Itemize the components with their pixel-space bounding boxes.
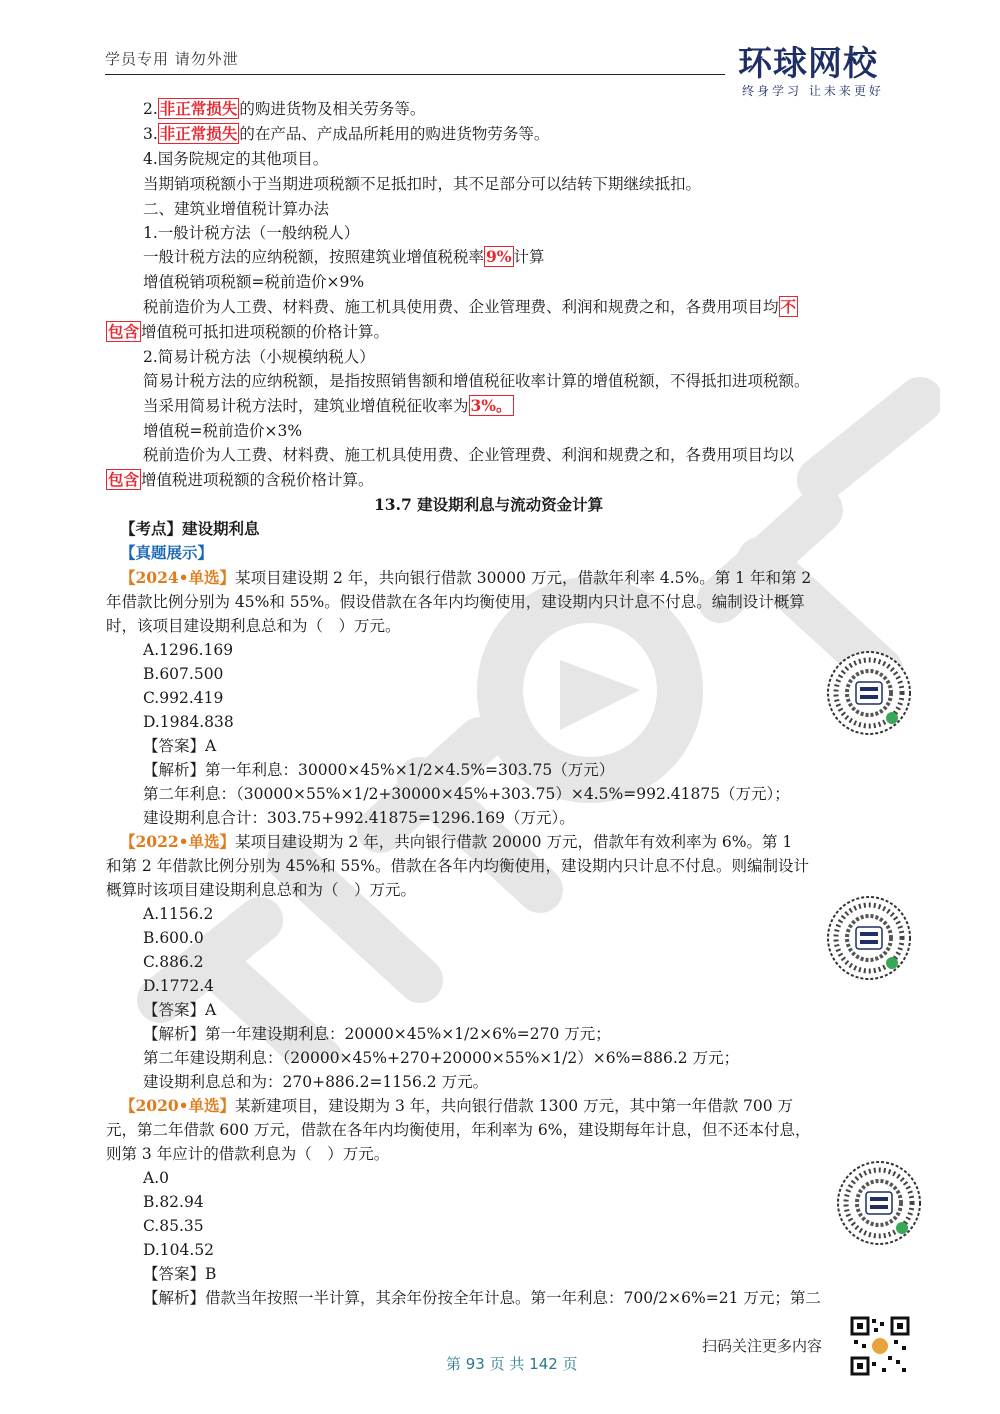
footer-qr-code-icon[interactable] [850, 1316, 910, 1376]
explanation: 建设期利息总和为：270+886.2=1156.2 万元。 [143, 1073, 489, 1091]
option: B.600.0 [143, 929, 204, 947]
option: D.104.52 [143, 1241, 215, 1259]
highlight-box: 9% [486, 247, 512, 266]
option: C.992.419 [143, 689, 224, 707]
highlight-box: 包含 [108, 322, 140, 341]
text-line: 包含 增值税可抵扣进项税额的价格计算。 [108, 322, 390, 341]
text-line: 2.简易计税方法（小规模纳税人） [143, 348, 375, 366]
question-stem: 概算时该项目建设期利息总和为（ ）万元。 [106, 881, 417, 899]
logo-slogan: 终身学习 让未来更好 [742, 84, 884, 98]
text-line: 税前造价为人工费、材料费、施工机具使用费、企业管理费、利润和规费之和，各费用项目均 不 [143, 297, 797, 316]
answer: 【答案】B [143, 1265, 217, 1283]
qr-code-icon[interactable] [826, 650, 912, 736]
question-tag: 【2024•单选】 [120, 568, 236, 587]
header-rule [105, 74, 725, 75]
text-line: 2. 非正常损失 的购进货物及相关劳务等。 [143, 99, 426, 118]
question-stem: 【2024•单选】某项目建设期 2 年，共向银行借款 30000 万元，借款年利率 4.5%。第 1 年和第 2 [120, 568, 812, 587]
text-line: 包含 增值税进项税额的含税价格计算。 [108, 470, 374, 489]
highlight-box: 非正常损失 [159, 124, 238, 143]
option: A.1296.169 [143, 641, 234, 659]
logo-text: 环球网校 [738, 44, 878, 84]
option: A.1156.2 [143, 905, 214, 923]
brand-logo [738, 36, 928, 106]
text-line: 当期销项税额小于当期进项税额不足抵扣时，其不足部分可以结转下期继续抵扣。 [143, 175, 702, 193]
answer: 【答案】A [143, 737, 217, 755]
option: D.1772.4 [143, 977, 215, 995]
question-tag: 【2020•单选】 [120, 1096, 236, 1115]
qr-code-icon[interactable] [826, 895, 912, 981]
explanation: 【解析】借款当年按照一半计算，其余年份按全年计息。第一年利息：700/2×6%=21 万元；第二 [143, 1289, 821, 1307]
text-line: 税前造价为人工费、材料费、施工机具使用费、企业管理费、利润和规费之和，各费用项目均以 [143, 446, 795, 464]
option: B.607.500 [143, 665, 224, 683]
question-tag: 【2022•单选】 [120, 832, 236, 851]
answer: 【答案】A [143, 1001, 217, 1019]
kaodian-heading: 【考点】建设期利息 [120, 519, 260, 538]
option: C.85.35 [143, 1217, 204, 1235]
text-line: 1.一般计税方法（一般纳税人） [143, 224, 360, 242]
option: D.1984.838 [143, 713, 234, 731]
question-stem: 和第 2 年借款比例分别为 45%和 55%。借款在各年内均衡使用，建设期内只计息不付息。则编制设计 [106, 857, 809, 875]
explanation: 【解析】第一年利息：30000×45%×1/2×4.5%=303.75（万元） [143, 761, 615, 779]
header-notice: 学员专用 请勿外泄 [105, 50, 239, 68]
question-stem: 元，第二年借款 600 万元，借款在各年内均衡使用，年利率为 6%，建设期每年计息，但不还本付息， [106, 1121, 811, 1139]
explanation: 第二年建设期利息：（20000×45%+270+20000×55%×1/2）×6%=886.2 万元； [143, 1049, 740, 1067]
text-line: 3. 非正常损失 的在产品、产成品所耗用的购进货物劳务等。 [143, 124, 550, 143]
text-line: 一般计税方法的应纳税额，按照建筑业增值税税率 9% 计算 [143, 247, 545, 266]
qr-caption: 扫码关注更多内容 [702, 1337, 823, 1355]
text-line: 当采用简易计税方法时，建筑业增值税征收率为 3%。 [143, 396, 512, 415]
question-stem: 年借款比例分别为 45%和 55%。假设借款在各年内均衡使用，建设期内只计息不付息。编制设计概算 [106, 593, 805, 611]
section-title: 13.7 建设期利息与流动资金计算 [374, 495, 604, 514]
text-line: 增值税销项税额=税前造价×9% [143, 273, 365, 291]
question-stem: 【2020•单选】某新建项目，建设期为 3 年，共向银行借款 1300 万元，其中第一年借款 700 万 [120, 1096, 794, 1115]
option: B.82.94 [143, 1193, 204, 1211]
explanation: 【解析】第一年建设期利息：20000×45%×1/2×6%=270 万元； [143, 1025, 611, 1043]
explanation: 第二年利息：（30000×55%×1/2+30000×45%+303.75）×4.5%=992.41875（万元）； [143, 785, 790, 803]
qr-code-icon[interactable] [836, 1160, 922, 1246]
text-line: 增值税=税前造价×3% [143, 422, 303, 440]
zhenti-heading: 【真题展示】 [120, 543, 214, 562]
option: C.886.2 [143, 953, 204, 971]
text-line: 简易计税方法的应纳税额，是指按照销售额和增值税征收率计算的增值税额，不得抵扣进项税额。 [143, 372, 810, 390]
question-stem: 时，该项目建设期利息总和为（ ）万元。 [106, 617, 401, 635]
highlight-box: 非正常损失 [159, 99, 238, 118]
explanation: 建设期利息合计：303.75+992.41875=1296.169（万元）。 [143, 809, 575, 827]
highlight-box: 3%。 [470, 396, 512, 415]
text-line: 二、建筑业增值税计算办法 [143, 200, 330, 218]
question-stem: 【2022•单选】某项目建设期为 2 年，共向银行借款 20000 万元，借款年有效利率为 6%。第 1 [120, 832, 793, 851]
text-line: 4.国务院规定的其他项目。 [143, 150, 329, 168]
highlight-box: 包含 [108, 470, 140, 489]
page-number: 第 93 页 共 142 页 [446, 1355, 578, 1373]
option: A.0 [143, 1169, 169, 1187]
question-stem: 则第 3 年应计的借款利息为（ ）万元。 [106, 1145, 390, 1163]
highlight-box: 不 [780, 297, 797, 316]
